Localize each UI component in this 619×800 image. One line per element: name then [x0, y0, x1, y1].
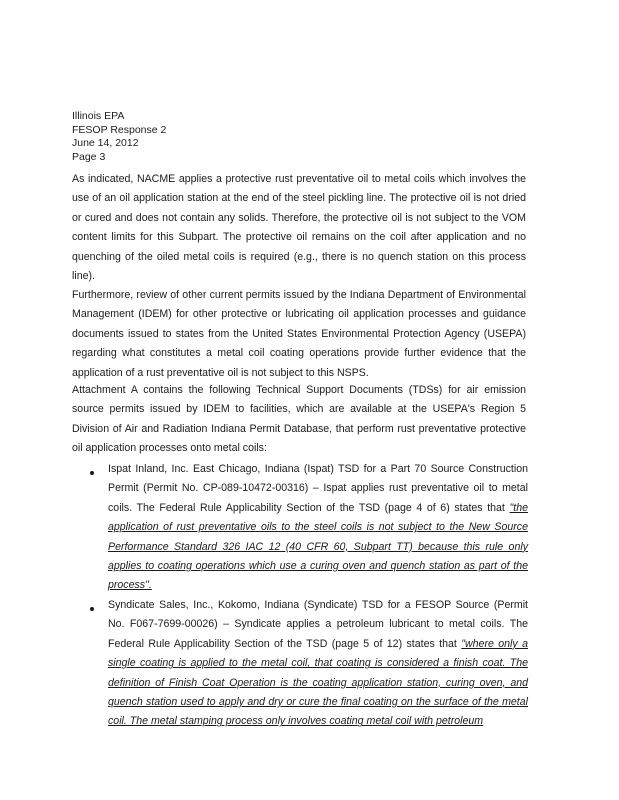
paragraph-attachment-a: Attachment A contains the following Technical Support Documents (TDSs) for air emission source permits issued by IDEM to facilities, which are available at the USEPA's Region 5 Division of Air and Radiation Indiana Permit Database, that perform rust preventative protective oil application processes onto metal coils:	[72, 384, 526, 455]
list-item-syndicate	[108, 596, 528, 732]
list-item-ispat	[108, 460, 528, 596]
paragraph-idem-review: Furthermore, review of other current permits issued by the Indiana Department of Environmental Management (IDEM) for other protective or lubricating oil application processes and guidance documents issued to states from the United States Environmental Protection Agency (USEPA) regarding what constitutes a metal coil coating operations provide further evidence that the application of a rust preventative oil is not subject to this NSPS.	[72, 289, 526, 379]
ispat-quote: "the application of rust preventative oils to the steel coils is not subject to the New Source Performance Standard 326 IAC 12 (40 CFR 60, Subpart TT) because this rule only applies to coating operations which use a curing oven and quench station as part of the process".	[108, 501, 528, 592]
bullet-icon	[90, 607, 94, 611]
header-page-number: Page 3	[72, 150, 106, 163]
syndicate-text: Syndicate Sales, Inc., Kokomo, Indiana (Syndicate) TSD for a FESOP Source (Permit No. F067-7699-00026) – Syndicate applies a petroleum lubricant to metal coils. The Federal Rule Applicability Section of the TSD (page 5 of 12) states that	[108, 599, 528, 650]
header-date: June 14, 2012	[72, 137, 139, 149]
ispat-text: Ispat Inland, Inc. East Chicago, Indiana (Ispat) TSD for a Part 70 Source Construction Permit (Permit No. CP-089-10472-00316) – Ispat applies rust preventative oil to metal coils. The Federal Rule Applicability Section of the TSD (page 4 of 6) states that	[108, 463, 528, 514]
letter-header	[72, 110, 166, 164]
header-subject: FESOP Response 2	[72, 123, 167, 136]
header-recipient: Illinois EPA	[72, 110, 125, 122]
bullet-icon	[90, 471, 94, 475]
paragraph-nacme-oil: As indicated, NACME applies a protective rust preventative oil to metal coils which involves the use of an oil application station at the end of the steel pickling line. The protective oil is not dried or cured and does not contain any solids. Therefore, the protective oil is not subject to the VOM content limits for this Subpart. The protective oil remains on the coil after application and no quenching of the oiled metal coils is required (e.g., there is no quench station on this process line).	[72, 173, 526, 283]
syndicate-quote: "where only a single coating is applied to the metal coil, that coating is considered a finish coat. The definition of Finish Coat Operation is the coating application station, curing oven, and quench station used to apply and dry or cure the final coating on the surface of the metal coil. The metal stamping process only involves coating metal coil with petroleum	[108, 637, 528, 728]
